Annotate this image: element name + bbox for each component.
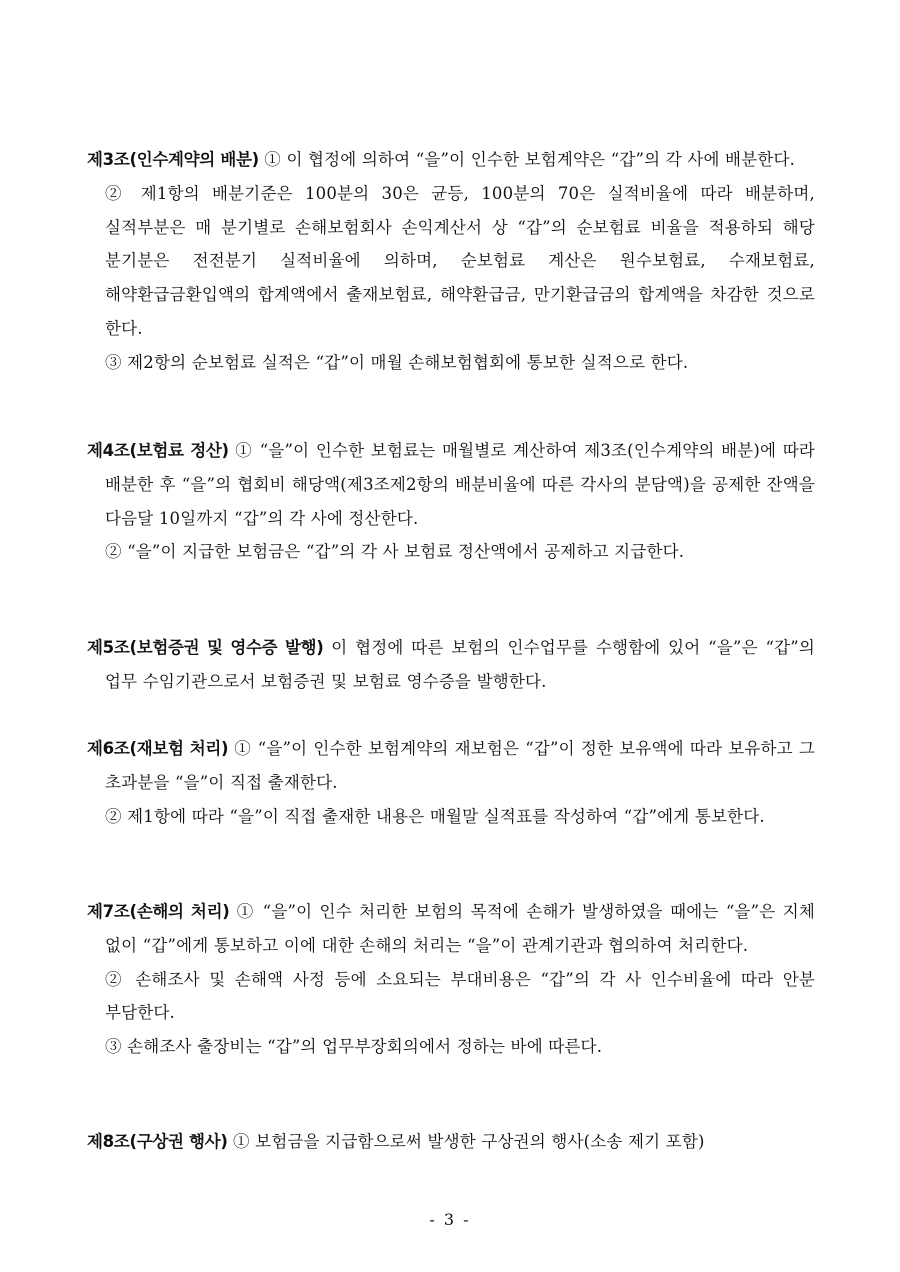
article-6-paragraph-1: ① “을”이 인수한 보험계약의 재보험은 “갑”이 정한 보유액에 따라 보유하고 그 초과분을 “을”이 직접 출재한다. <box>105 739 815 792</box>
page-number: - 3 - <box>429 1210 471 1229</box>
article-7-paragraph-3: ③ 손해조사 출장비는 “갑”의 업무부장회의에서 정하는 바에 따른다. <box>105 1037 603 1057</box>
article-6-heading: 제6조(재보험 처리) <box>87 739 229 758</box>
article-8-heading: 제8조(구상권 행사) <box>87 1132 228 1151</box>
article-7-paragraph-2: ② 손해조사 및 손해액 사정 등에 소요되는 부대비용은 “갑”의 각 사 인수비율에 따라 안분 부담한다. <box>105 969 815 1023</box>
article-8 <box>87 1125 815 1159</box>
article-3-paragraph-1: ① 이 협정에 의하여 “을”이 인수한 보험계약은 “갑”의 각 사에 배분한다. <box>258 150 796 169</box>
article-7-paragraph-1: ① “을”이 인수 처리한 보험의 목적에 손해가 발생하였을 때에는 “을”은 지체 없이 “갑”에게 통보하고 이에 대한 손해의 처리는 “을”이 관계기관과 협의하여 처리한다. <box>105 902 815 955</box>
article-4-paragraph-1: ① “을”이 인수한 보험료는 매월별로 계산하여 제3조(인수계약의 배분)에 따라 배분한 후 “을”의 협회비 해당액(제3조제2항의 배분비율에 따른 각사의 분담액)을 공제한 잔액을 다음달 10일까지 “갑”의 각 사에 정산한다. <box>105 441 815 528</box>
article-3-paragraph-3: ③ 제2항의 순보험료 실적은 “갑”이 매월 손해보험협회에 통보한 실적으로 한다. <box>105 352 689 372</box>
article-6 <box>87 732 815 833</box>
article-4-paragraph-2: ② “을”이 지급한 보험금은 “갑”의 각 사 보험료 정산액에서 공제하고 지급한다. <box>105 542 685 562</box>
article-6-first-paragraph <box>87 732 815 800</box>
article-5-heading: 제5조(보험증권 및 영수증 발행) <box>87 638 324 657</box>
article-6-paragraph-2: ② 제1항에 따라 “을”이 직접 출재한 내용은 매월말 실적표를 작성하여 “갑”에게 통보한다. <box>105 806 765 826</box>
article-5 <box>87 631 815 699</box>
article-5-first-paragraph <box>87 631 815 699</box>
article-5-paragraph-1: 이 협정에 따른 보험의 인수업무를 수행함에 있어 “을”은 “갑”의 업무 수임기관으로서 보험증권 및 보험료 영수증을 발행한다. <box>105 638 815 691</box>
article-3-heading: 제3조(인수계약의 배분) <box>87 150 259 169</box>
article-7-first-paragraph <box>87 895 815 963</box>
article-4 <box>87 434 815 569</box>
article-3-paragraph-2: ② 제1항의 배분기준은 100분의 30은 균등, 100분의 70은 실적비율에 따라 배분하며, 실적부분은 매 분기별로 손해보험회사 손익계산서 상 “갑”의 순보험료 비율을 적용하되 해당 분기분은 전전분기 실적비율에 의하며, 순보험료 계산은 원수보험료, 수재보험료, 해약환급금환입액의 합계액에서 출재보험료, 해약환급금, 만기환급금의 합계액을 차감한 것으로 한다. <box>105 183 815 338</box>
article-4-heading: 제4조(보험료 정산) <box>87 441 229 460</box>
article-4-first-paragraph <box>87 434 815 535</box>
article-8-first-paragraph <box>87 1125 815 1159</box>
article-3 <box>87 143 815 380</box>
article-7 <box>87 895 815 1064</box>
article-8-paragraph-1: ① 보험금을 지급함으로써 발생한 구상권의 행사(소송 제기 포함) <box>227 1132 705 1151</box>
article-7-heading: 제7조(손해의 처리) <box>87 902 230 921</box>
article-3-first-paragraph <box>87 143 815 177</box>
